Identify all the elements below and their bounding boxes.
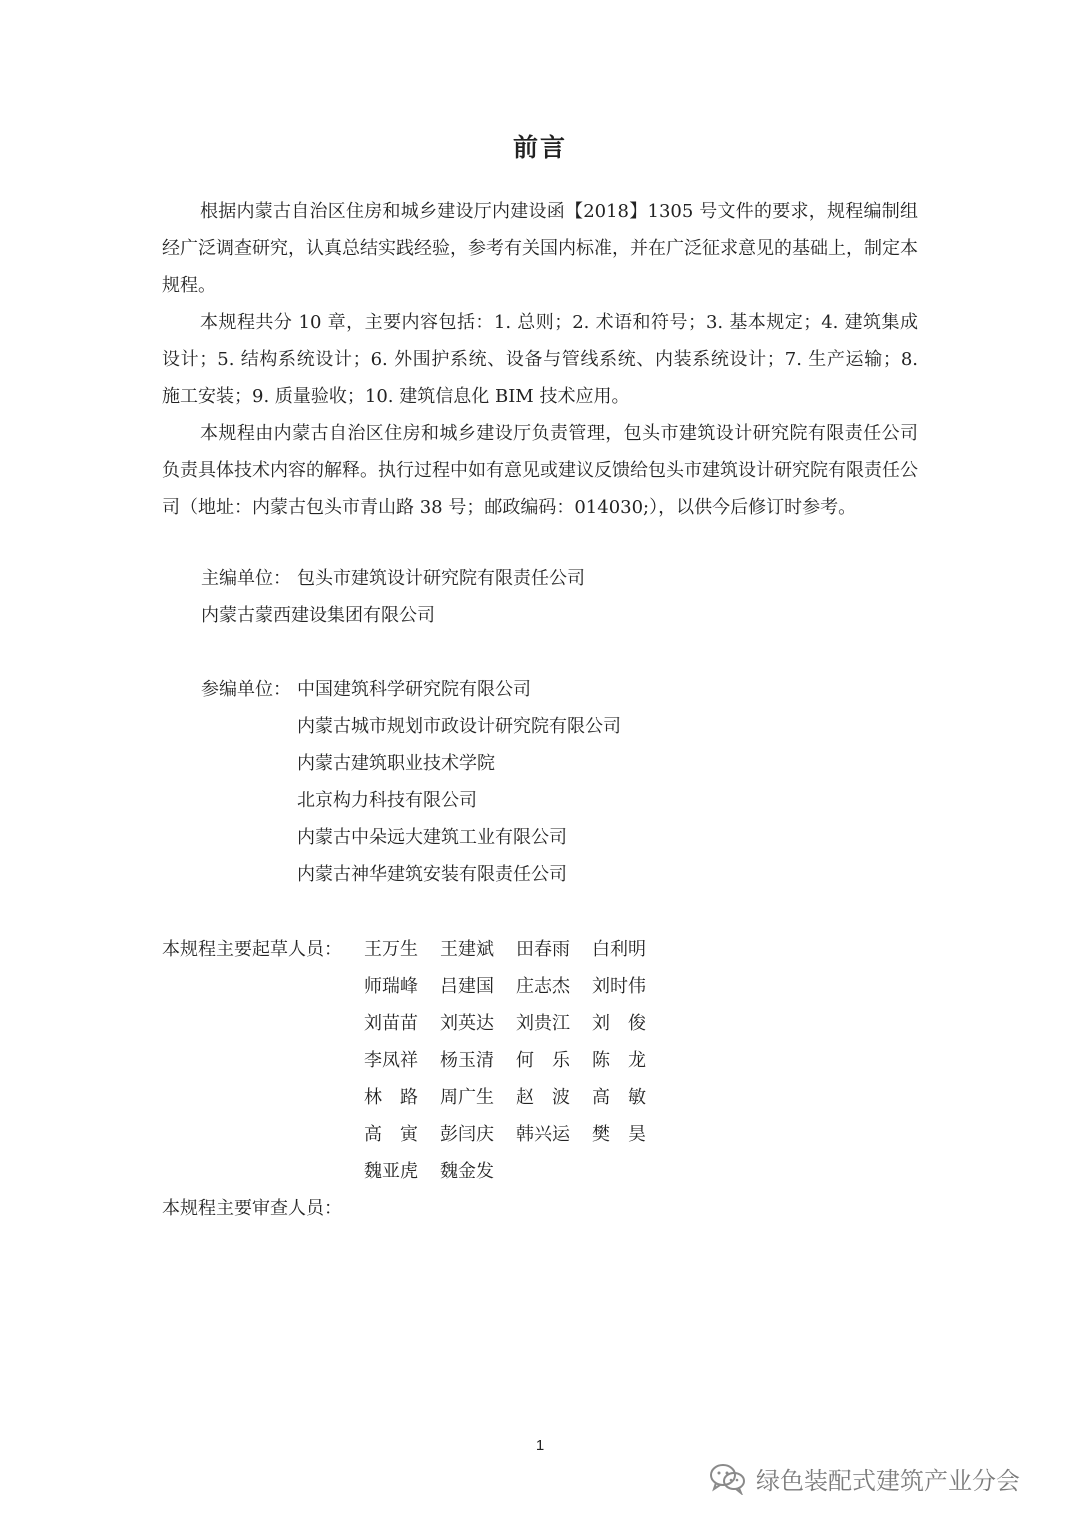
participating-unit-5: 内蒙古中朵远大建筑工业有限公司 [297, 827, 567, 848]
watermark-text: 绿色装配式建筑产业分会 [756, 1466, 1020, 1495]
chief-units-label: 主编单位： [201, 568, 291, 589]
drafter-name: 何 乐 [516, 1050, 570, 1071]
page-number: 1 [535, 1437, 545, 1454]
drafter-name: 彭闫庆 [440, 1124, 494, 1145]
participating-unit-3: 内蒙古建筑职业技术学院 [297, 753, 495, 774]
drafter-name: 刘时伟 [592, 976, 646, 997]
drafter-name: 田春雨 [516, 939, 570, 960]
paragraph-3: 本规程由内蒙古自治区住房和城乡建设厅负责管理，包头市建筑设计研究院有限责任公司负责具体技术内容的解释。执行过程中如有意见或建议反馈给包头市建筑设计研究院有限责任公司（地址：内蒙古包头市青山路 38 号；邮政编码：014030;），以供今后修订时参考。 [162, 423, 918, 518]
drafter-name: 刘英达 [440, 1013, 494, 1034]
watermark [708, 1456, 1020, 1500]
paragraph-2: 本规程共分 10 章，主要内容包括：1. 总则；2. 术语和符号；3. 基本规定；4. 建筑集成设计；5. 结构系统设计；6. 外围护系统、设备与管线系统、内装系统设计；7. 生产运输；8. 施工安装；9. 质量验收；10. 建筑信息化 BIM 技术应用。 [162, 312, 918, 407]
wechat-icon [708, 1461, 748, 1495]
drafter-name: 刘贵江 [516, 1013, 570, 1034]
drafters-row [364, 1116, 668, 1153]
drafter-name: 周广生 [440, 1087, 494, 1108]
chief-unit-1: 包头市建筑设计研究院有限责任公司 [297, 568, 585, 589]
reviewers-label: 本规程主要审查人员： [162, 1198, 342, 1219]
drafter-name: 赵 波 [516, 1087, 570, 1108]
participating-unit-2: 内蒙古城市规划市政设计研究院有限公司 [297, 716, 621, 737]
drafter-name: 刘 俊 [592, 1013, 646, 1034]
drafter-name: 杨玉清 [440, 1050, 494, 1071]
drafters-row [364, 1005, 668, 1042]
drafter-name: 韩兴运 [516, 1124, 570, 1145]
chief-unit-2: 内蒙古蒙西建设集团有限公司 [201, 605, 435, 626]
drafters-list [364, 931, 668, 1190]
drafter-name: 庄志杰 [516, 976, 570, 997]
page-title: 前言 [512, 133, 567, 162]
drafter-name: 王建斌 [440, 939, 494, 960]
drafter-name: 魏亚虎 [364, 1161, 418, 1182]
drafter-name: 王万生 [364, 939, 418, 960]
drafter-name: 陈 龙 [592, 1050, 646, 1071]
drafters-row [364, 1042, 668, 1079]
participating-unit-1: 中国建筑科学研究院有限公司 [297, 679, 531, 700]
drafter-name: 吕建国 [440, 976, 494, 997]
participating-unit-6: 内蒙古神华建筑安装有限责任公司 [297, 864, 567, 885]
drafters-label: 本规程主要起草人员： [162, 939, 342, 960]
participating-unit-4: 北京构力科技有限公司 [297, 790, 477, 811]
drafter-name: 刘苗苗 [364, 1013, 418, 1034]
drafter-name: 高 寅 [364, 1124, 418, 1145]
drafters-row [364, 931, 668, 968]
participating-units-label: 参编单位： [201, 679, 291, 700]
drafter-name: 林 路 [364, 1087, 418, 1108]
paragraph-1: 根据内蒙古自治区住房和城乡建设厅内建设函【2018】1305 号文件的要求，规程编制组经广泛调查研究，认真总结实践经验，参考有关国内标准，并在广泛征求意见的基础上，制定本规程。 [162, 201, 918, 296]
drafter-name: 李凤祥 [364, 1050, 418, 1071]
drafter-name: 师瑞峰 [364, 976, 418, 997]
drafters-row [364, 1153, 668, 1190]
drafters-row [364, 1079, 668, 1116]
drafter-name: 樊 昊 [592, 1124, 646, 1145]
drafter-name: 魏金发 [440, 1161, 494, 1182]
drafters-row [364, 968, 668, 1005]
drafter-name: 高 敏 [592, 1087, 646, 1108]
drafter-name: 白利明 [592, 939, 646, 960]
